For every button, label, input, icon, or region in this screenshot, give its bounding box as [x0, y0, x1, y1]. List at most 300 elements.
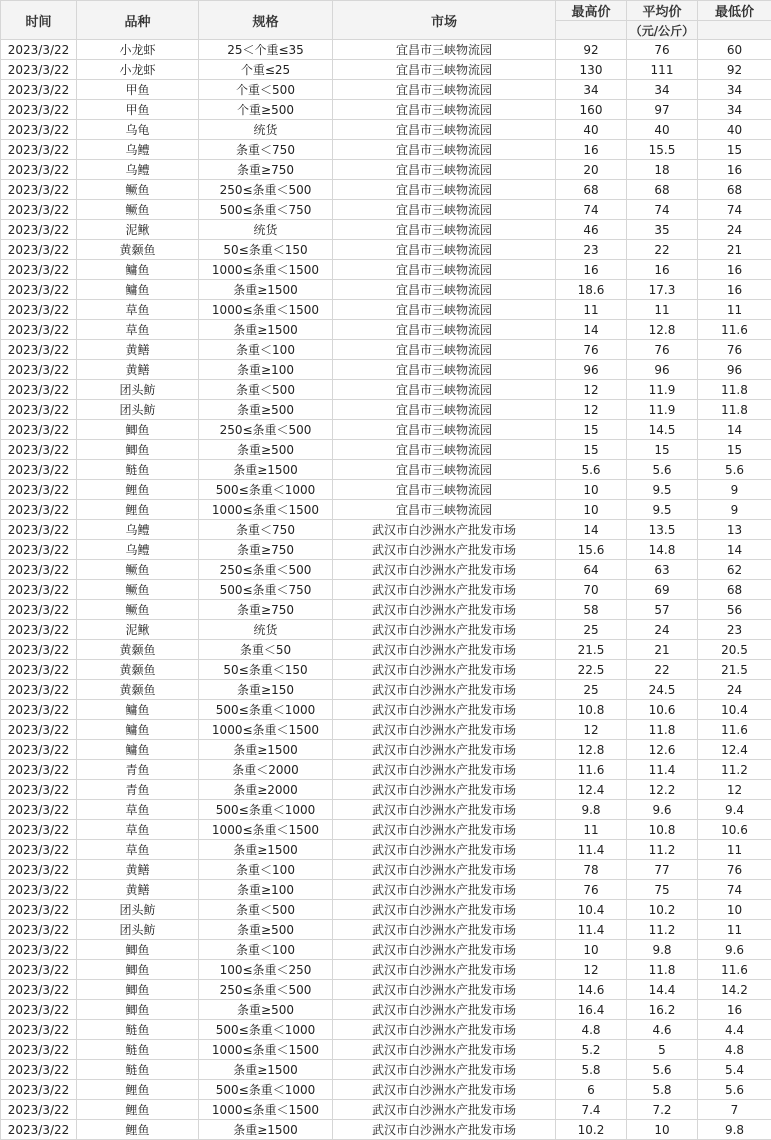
cell-min-price: 23: [698, 620, 771, 640]
cell-spec: 1000≤条重＜1500: [199, 1040, 333, 1060]
cell-max-price: 76: [556, 340, 627, 360]
cell-spec: 50≤条重＜150: [199, 240, 333, 260]
cell-time: 2023/3/22: [1, 300, 77, 320]
cell-max-price: 10.4: [556, 900, 627, 920]
cell-min-price: 11: [698, 300, 771, 320]
cell-spec: 条重＜100: [199, 340, 333, 360]
cell-min-price: 34: [698, 100, 771, 120]
cell-time: 2023/3/22: [1, 240, 77, 260]
header-min-price: 最低价: [698, 1, 771, 21]
cell-max-price: 6: [556, 1080, 627, 1100]
cell-avg-price: 5: [627, 1040, 698, 1060]
cell-market: 武汉市白沙洲水产批发市场: [333, 800, 556, 820]
cell-time: 2023/3/22: [1, 1000, 77, 1020]
cell-time: 2023/3/22: [1, 820, 77, 840]
cell-avg-price: 14.5: [627, 420, 698, 440]
table-row: [1, 520, 771, 540]
cell-market: 宜昌市三峡物流园: [333, 460, 556, 480]
cell-avg-price: 11.8: [627, 960, 698, 980]
cell-spec: 条重≥1500: [199, 840, 333, 860]
cell-max-price: 15: [556, 420, 627, 440]
cell-time: 2023/3/22: [1, 40, 77, 60]
cell-market: 武汉市白沙洲水产批发市场: [333, 820, 556, 840]
table-row: [1, 240, 771, 260]
cell-spec: 条重≥100: [199, 880, 333, 900]
cell-time: 2023/3/22: [1, 500, 77, 520]
table-row: [1, 380, 771, 400]
table-row: [1, 880, 771, 900]
cell-min-price: 12: [698, 780, 771, 800]
cell-avg-price: 21: [627, 640, 698, 660]
table-header: [1, 1, 771, 40]
cell-spec: 条重＜50: [199, 640, 333, 660]
cell-time: 2023/3/22: [1, 560, 77, 580]
cell-spec: 条重＜750: [199, 140, 333, 160]
cell-min-price: 62: [698, 560, 771, 580]
cell-avg-price: 96: [627, 360, 698, 380]
table-row: [1, 220, 771, 240]
cell-avg-price: 69: [627, 580, 698, 600]
cell-variety: 团头鲂: [77, 900, 199, 920]
table-row: [1, 980, 771, 1000]
cell-avg-price: 77: [627, 860, 698, 880]
cell-min-price: 11.8: [698, 400, 771, 420]
cell-variety: 鲤鱼: [77, 1080, 199, 1100]
cell-avg-price: 24.5: [627, 680, 698, 700]
cell-time: 2023/3/22: [1, 400, 77, 420]
cell-variety: 黄鳝: [77, 860, 199, 880]
cell-min-price: 9.8: [698, 1120, 771, 1140]
cell-avg-price: 16: [627, 260, 698, 280]
table-row: [1, 480, 771, 500]
cell-spec: 条重≥1500: [199, 320, 333, 340]
cell-spec: 条重≥2000: [199, 780, 333, 800]
cell-max-price: 20: [556, 160, 627, 180]
cell-min-price: 21.5: [698, 660, 771, 680]
cell-market: 宜昌市三峡物流园: [333, 480, 556, 500]
cell-max-price: 12: [556, 380, 627, 400]
cell-spec: 1000≤条重＜1500: [199, 1100, 333, 1120]
cell-spec: 条重≥750: [199, 540, 333, 560]
cell-avg-price: 9.5: [627, 500, 698, 520]
cell-variety: 团头鲂: [77, 400, 199, 420]
cell-market: 宜昌市三峡物流园: [333, 60, 556, 80]
cell-avg-price: 7.2: [627, 1100, 698, 1120]
cell-min-price: 9.6: [698, 940, 771, 960]
cell-spec: 个重＜500: [199, 80, 333, 100]
cell-market: 武汉市白沙洲水产批发市场: [333, 860, 556, 880]
cell-avg-price: 11.8: [627, 720, 698, 740]
cell-max-price: 16.4: [556, 1000, 627, 1020]
cell-max-price: 15: [556, 440, 627, 460]
cell-min-price: 11.6: [698, 320, 771, 340]
cell-market: 宜昌市三峡物流园: [333, 100, 556, 120]
cell-time: 2023/3/22: [1, 620, 77, 640]
cell-min-price: 60: [698, 40, 771, 60]
cell-max-price: 14: [556, 320, 627, 340]
cell-spec: 条重≥750: [199, 600, 333, 620]
cell-avg-price: 11.2: [627, 920, 698, 940]
table-row: [1, 680, 771, 700]
cell-avg-price: 12.8: [627, 320, 698, 340]
cell-avg-price: 10: [627, 1120, 698, 1140]
cell-variety: 黄颡鱼: [77, 660, 199, 680]
cell-variety: 乌鳢: [77, 140, 199, 160]
cell-market: 武汉市白沙洲水产批发市场: [333, 1120, 556, 1140]
table-row: [1, 460, 771, 480]
cell-time: 2023/3/22: [1, 920, 77, 940]
cell-max-price: 15.6: [556, 540, 627, 560]
cell-variety: 草鱼: [77, 300, 199, 320]
table-row: [1, 340, 771, 360]
cell-avg-price: 9.6: [627, 800, 698, 820]
cell-avg-price: 15: [627, 440, 698, 460]
cell-time: 2023/3/22: [1, 680, 77, 700]
cell-time: 2023/3/22: [1, 600, 77, 620]
table-row: [1, 60, 771, 80]
cell-time: 2023/3/22: [1, 720, 77, 740]
cell-spec: 1000≤条重＜1500: [199, 820, 333, 840]
cell-max-price: 14: [556, 520, 627, 540]
cell-avg-price: 63: [627, 560, 698, 580]
cell-max-price: 5.8: [556, 1060, 627, 1080]
cell-time: 2023/3/22: [1, 420, 77, 440]
cell-market: 武汉市白沙洲水产批发市场: [333, 620, 556, 640]
cell-min-price: 24: [698, 220, 771, 240]
cell-spec: 个重≥500: [199, 100, 333, 120]
cell-variety: 鳙鱼: [77, 720, 199, 740]
cell-spec: 条重≥500: [199, 400, 333, 420]
cell-avg-price: 57: [627, 600, 698, 620]
table-row: [1, 420, 771, 440]
cell-avg-price: 9.8: [627, 940, 698, 960]
cell-market: 武汉市白沙洲水产批发市场: [333, 840, 556, 860]
cell-avg-price: 10.6: [627, 700, 698, 720]
cell-spec: 500≤条重＜1000: [199, 1080, 333, 1100]
cell-spec: 条重≥100: [199, 360, 333, 380]
cell-time: 2023/3/22: [1, 1120, 77, 1140]
cell-market: 宜昌市三峡物流园: [333, 120, 556, 140]
cell-variety: 青鱼: [77, 760, 199, 780]
cell-market: 宜昌市三峡物流园: [333, 240, 556, 260]
cell-time: 2023/3/22: [1, 160, 77, 180]
cell-avg-price: 11: [627, 300, 698, 320]
cell-market: 武汉市白沙洲水产批发市场: [333, 1040, 556, 1060]
cell-max-price: 7.4: [556, 1100, 627, 1120]
cell-min-price: 21: [698, 240, 771, 260]
cell-variety: 鲤鱼: [77, 1100, 199, 1120]
table-row: [1, 360, 771, 380]
cell-market: 宜昌市三峡物流园: [333, 260, 556, 280]
cell-market: 宜昌市三峡物流园: [333, 160, 556, 180]
table-row: [1, 260, 771, 280]
cell-max-price: 160: [556, 100, 627, 120]
cell-max-price: 18.6: [556, 280, 627, 300]
cell-max-price: 40: [556, 120, 627, 140]
cell-market: 武汉市白沙洲水产批发市场: [333, 900, 556, 920]
cell-variety: 草鱼: [77, 320, 199, 340]
cell-avg-price: 11.9: [627, 400, 698, 420]
cell-max-price: 22.5: [556, 660, 627, 680]
cell-variety: 黄颡鱼: [77, 240, 199, 260]
cell-min-price: 68: [698, 180, 771, 200]
cell-market: 宜昌市三峡物流园: [333, 420, 556, 440]
cell-variety: 乌鳢: [77, 540, 199, 560]
cell-market: 武汉市白沙洲水产批发市场: [333, 600, 556, 620]
cell-market: 宜昌市三峡物流园: [333, 200, 556, 220]
cell-variety: 鳜鱼: [77, 180, 199, 200]
cell-variety: 草鱼: [77, 800, 199, 820]
cell-min-price: 24: [698, 680, 771, 700]
cell-variety: 鲫鱼: [77, 940, 199, 960]
cell-max-price: 4.8: [556, 1020, 627, 1040]
cell-market: 武汉市白沙洲水产批发市场: [333, 740, 556, 760]
cell-time: 2023/3/22: [1, 1080, 77, 1100]
table-row: [1, 180, 771, 200]
cell-variety: 鳙鱼: [77, 700, 199, 720]
cell-spec: 统货: [199, 120, 333, 140]
cell-avg-price: 4.6: [627, 1020, 698, 1040]
cell-min-price: 7: [698, 1100, 771, 1120]
cell-spec: 条重≥1500: [199, 1060, 333, 1080]
cell-time: 2023/3/22: [1, 740, 77, 760]
cell-max-price: 10: [556, 940, 627, 960]
cell-spec: 500≤条重＜1000: [199, 800, 333, 820]
cell-spec: 条重≥1500: [199, 460, 333, 480]
cell-spec: 100≤条重＜250: [199, 960, 333, 980]
cell-min-price: 14: [698, 420, 771, 440]
cell-avg-price: 10.8: [627, 820, 698, 840]
cell-spec: 条重≥500: [199, 1000, 333, 1020]
cell-time: 2023/3/22: [1, 220, 77, 240]
table-row: [1, 400, 771, 420]
cell-min-price: 9: [698, 500, 771, 520]
cell-max-price: 34: [556, 80, 627, 100]
cell-market: 武汉市白沙洲水产批发市场: [333, 880, 556, 900]
cell-time: 2023/3/22: [1, 800, 77, 820]
cell-time: 2023/3/22: [1, 320, 77, 340]
cell-max-price: 16: [556, 260, 627, 280]
cell-time: 2023/3/22: [1, 960, 77, 980]
table-row: [1, 200, 771, 220]
cell-variety: 乌鳢: [77, 160, 199, 180]
cell-time: 2023/3/22: [1, 200, 77, 220]
cell-time: 2023/3/22: [1, 60, 77, 80]
cell-market: 武汉市白沙洲水产批发市场: [333, 580, 556, 600]
cell-spec: 500≤条重＜1000: [199, 480, 333, 500]
cell-avg-price: 11.4: [627, 760, 698, 780]
cell-variety: 鳜鱼: [77, 560, 199, 580]
cell-avg-price: 11.2: [627, 840, 698, 860]
cell-avg-price: 15.5: [627, 140, 698, 160]
cell-max-price: 11.6: [556, 760, 627, 780]
cell-variety: 泥鳅: [77, 220, 199, 240]
cell-spec: 条重≥1500: [199, 740, 333, 760]
cell-market: 武汉市白沙洲水产批发市场: [333, 1100, 556, 1120]
table-row: [1, 1120, 771, 1140]
cell-spec: 1000≤条重＜1500: [199, 260, 333, 280]
table-row: [1, 140, 771, 160]
table-row: [1, 320, 771, 340]
cell-variety: 甲鱼: [77, 80, 199, 100]
cell-avg-price: 111: [627, 60, 698, 80]
table-row: [1, 1020, 771, 1040]
table-row: [1, 740, 771, 760]
cell-min-price: 74: [698, 200, 771, 220]
cell-time: 2023/3/22: [1, 440, 77, 460]
cell-market: 宜昌市三峡物流园: [333, 400, 556, 420]
cell-spec: 250≤条重＜500: [199, 980, 333, 1000]
cell-max-price: 21.5: [556, 640, 627, 660]
cell-market: 宜昌市三峡物流园: [333, 380, 556, 400]
cell-variety: 黄鳝: [77, 880, 199, 900]
table-row: [1, 720, 771, 740]
cell-variety: 鲫鱼: [77, 980, 199, 1000]
cell-time: 2023/3/22: [1, 340, 77, 360]
cell-max-price: 11.4: [556, 920, 627, 940]
cell-min-price: 4.4: [698, 1020, 771, 1040]
table-row: [1, 960, 771, 980]
cell-min-price: 34: [698, 80, 771, 100]
cell-min-price: 9: [698, 480, 771, 500]
table-row: [1, 120, 771, 140]
cell-market: 武汉市白沙洲水产批发市场: [333, 920, 556, 940]
cell-max-price: 68: [556, 180, 627, 200]
cell-time: 2023/3/22: [1, 1020, 77, 1040]
cell-avg-price: 22: [627, 660, 698, 680]
cell-spec: 500≤条重＜750: [199, 200, 333, 220]
table-row: [1, 700, 771, 720]
cell-max-price: 12: [556, 720, 627, 740]
cell-spec: 25＜个重≤35: [199, 40, 333, 60]
cell-variety: 团头鲂: [77, 920, 199, 940]
cell-max-price: 25: [556, 620, 627, 640]
table-row: [1, 580, 771, 600]
cell-time: 2023/3/22: [1, 900, 77, 920]
cell-market: 武汉市白沙洲水产批发市场: [333, 560, 556, 580]
cell-variety: 甲鱼: [77, 100, 199, 120]
cell-market: 宜昌市三峡物流园: [333, 300, 556, 320]
cell-avg-price: 40: [627, 120, 698, 140]
cell-time: 2023/3/22: [1, 840, 77, 860]
table-row: [1, 40, 771, 60]
cell-market: 宜昌市三峡物流园: [333, 360, 556, 380]
cell-avg-price: 17.3: [627, 280, 698, 300]
cell-time: 2023/3/22: [1, 520, 77, 540]
cell-time: 2023/3/22: [1, 980, 77, 1000]
cell-max-price: 12: [556, 400, 627, 420]
cell-market: 宜昌市三峡物流园: [333, 320, 556, 340]
cell-min-price: 16: [698, 1000, 771, 1020]
cell-avg-price: 16.2: [627, 1000, 698, 1020]
cell-avg-price: 74: [627, 200, 698, 220]
cell-max-price: 130: [556, 60, 627, 80]
cell-min-price: 11: [698, 840, 771, 860]
cell-max-price: 74: [556, 200, 627, 220]
table-row: [1, 620, 771, 640]
cell-spec: 1000≤条重＜1500: [199, 300, 333, 320]
table-row: [1, 560, 771, 580]
cell-time: 2023/3/22: [1, 120, 77, 140]
cell-variety: 草鱼: [77, 840, 199, 860]
cell-variety: 鲫鱼: [77, 1000, 199, 1020]
table-row: [1, 800, 771, 820]
cell-variety: 青鱼: [77, 780, 199, 800]
cell-spec: 个重≤25: [199, 60, 333, 80]
cell-min-price: 74: [698, 880, 771, 900]
cell-spec: 条重＜500: [199, 380, 333, 400]
cell-market: 武汉市白沙洲水产批发市场: [333, 760, 556, 780]
cell-market: 武汉市白沙洲水产批发市场: [333, 980, 556, 1000]
cell-min-price: 16: [698, 260, 771, 280]
cell-market: 武汉市白沙洲水产批发市场: [333, 1080, 556, 1100]
cell-spec: 250≤条重＜500: [199, 420, 333, 440]
cell-min-price: 11.2: [698, 760, 771, 780]
cell-market: 武汉市白沙洲水产批发市场: [333, 660, 556, 680]
cell-avg-price: 5.8: [627, 1080, 698, 1100]
cell-max-price: 96: [556, 360, 627, 380]
cell-spec: 统货: [199, 620, 333, 640]
cell-min-price: 40: [698, 120, 771, 140]
cell-variety: 黄鳝: [77, 360, 199, 380]
cell-time: 2023/3/22: [1, 380, 77, 400]
cell-max-price: 12.8: [556, 740, 627, 760]
cell-min-price: 12.4: [698, 740, 771, 760]
cell-market: 宜昌市三峡物流园: [333, 80, 556, 100]
cell-time: 2023/3/22: [1, 540, 77, 560]
cell-market: 宜昌市三峡物流园: [333, 140, 556, 160]
cell-variety: 鳙鱼: [77, 740, 199, 760]
table-row: [1, 1080, 771, 1100]
cell-max-price: 16: [556, 140, 627, 160]
cell-variety: 团头鲂: [77, 380, 199, 400]
table-row: [1, 1000, 771, 1020]
cell-time: 2023/3/22: [1, 1040, 77, 1060]
cell-min-price: 4.8: [698, 1040, 771, 1060]
cell-market: 武汉市白沙洲水产批发市场: [333, 680, 556, 700]
cell-max-price: 9.8: [556, 800, 627, 820]
cell-variety: 乌鳢: [77, 520, 199, 540]
cell-spec: 条重≥500: [199, 920, 333, 940]
cell-time: 2023/3/22: [1, 180, 77, 200]
cell-min-price: 9.4: [698, 800, 771, 820]
cell-variety: 小龙虾: [77, 40, 199, 60]
cell-min-price: 15: [698, 140, 771, 160]
cell-variety: 鳙鱼: [77, 260, 199, 280]
cell-max-price: 25: [556, 680, 627, 700]
cell-market: 武汉市白沙洲水产批发市场: [333, 960, 556, 980]
cell-spec: 1000≤条重＜1500: [199, 500, 333, 520]
table-row: [1, 100, 771, 120]
cell-max-price: 64: [556, 560, 627, 580]
cell-spec: 250≤条重＜500: [199, 180, 333, 200]
header-unit: （元/公斤）: [627, 21, 698, 40]
cell-min-price: 5.6: [698, 460, 771, 480]
table-row: [1, 600, 771, 620]
cell-time: 2023/3/22: [1, 140, 77, 160]
table-row: [1, 280, 771, 300]
cell-avg-price: 22: [627, 240, 698, 260]
cell-spec: 条重≥750: [199, 160, 333, 180]
cell-spec: 条重＜2000: [199, 760, 333, 780]
cell-variety: 鲫鱼: [77, 960, 199, 980]
cell-variety: 草鱼: [77, 820, 199, 840]
table-body: [1, 40, 771, 1140]
cell-max-price: 10: [556, 480, 627, 500]
cell-market: 武汉市白沙洲水产批发市场: [333, 1060, 556, 1080]
cell-max-price: 11.4: [556, 840, 627, 860]
cell-min-price: 56: [698, 600, 771, 620]
